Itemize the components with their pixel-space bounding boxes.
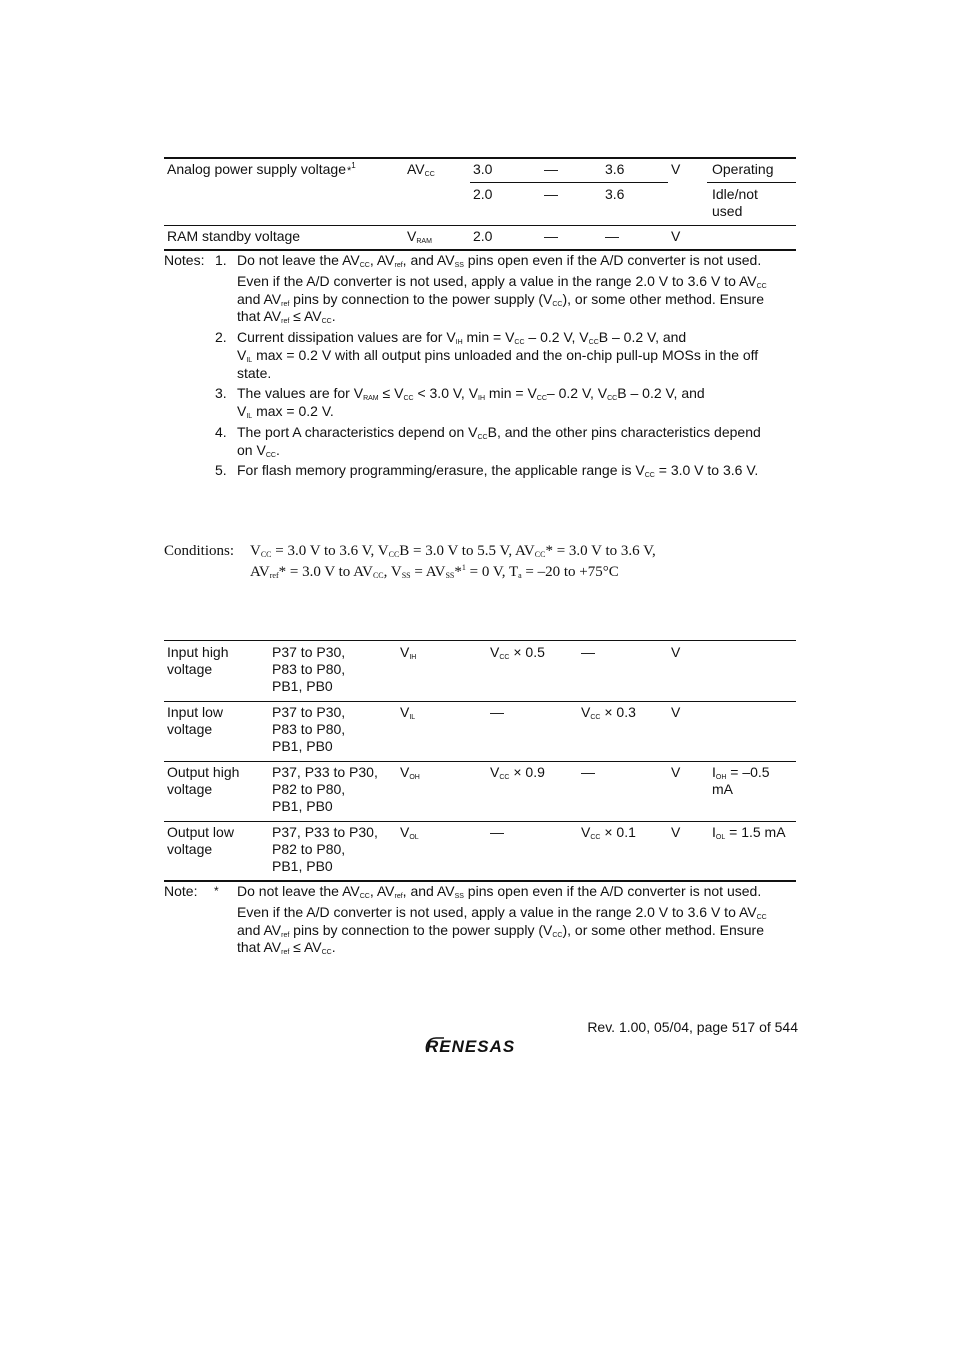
note-2-line-1: Current dissipation values are for $V_{IH}$ $\min = V_{CC} - 0.2$ V, $V_{CC}B - 0.2$ V, and: [237, 329, 687, 346]
table-1-unit: V: [671, 228, 681, 244]
table-1-item-ram-standby: RAM standby voltage: [167, 228, 301, 244]
note-1-line-3: and $AV_{ref}$ pins by connection to the power supply $(V_{CC})$, or some other method. Ensure: [237, 291, 765, 308]
note-number: 1.: [215, 252, 227, 268]
table-2-pins: P37, P33 to P30, P82 to P80, PB1, PB0: [272, 824, 378, 874]
table-2-min: —: [490, 704, 504, 720]
note-number: 5.: [215, 462, 227, 478]
table-1-row-rule: [164, 225, 796, 226]
conditions-label: Conditions:: [164, 543, 235, 559]
table-2-condition: $I_{OH} = -0.5$ mA: [712, 764, 770, 797]
note-asterisk: *: [214, 884, 219, 898]
svg-text:RENESAS: RENESAS: [426, 1037, 516, 1056]
table-2-unit: V: [671, 764, 681, 780]
conditions-line-1: $V_{CC} = 3.0$ V to 3.6 V, $V_{CC}B = 3.0$ V to 5.5 V, $AV_{CC}* = 3.0$ V to 3.6 V,: [250, 543, 656, 559]
table-2-min: $V_{CC} \times 0.9$: [490, 764, 545, 781]
table-1-typ: —: [544, 228, 558, 244]
table-1-cond-operating: Operating: [712, 161, 774, 177]
table-2-pins: P37, P33 to P30, P82 to P80, PB1, PB0: [272, 764, 378, 814]
note-2-line-3: state.: [237, 365, 272, 381]
table-2-min: —: [490, 824, 504, 840]
table-1-cond-idle: Idle/not used: [712, 186, 758, 219]
note-label: Note:: [164, 883, 198, 899]
table-2-max: $V_{CC} \times 0.1$: [581, 824, 636, 841]
note-line-2: Even if the A/D converter is not used, apply a value in the range 2.0 V to 3.6 V to $AV_{CC}$: [237, 904, 767, 921]
note-5-line-1: For flash memory programming/erasure, the applicable range is $V_{CC} = 3.0$ V to 3.6 V.: [237, 462, 759, 479]
table-1-min: 2.0: [473, 228, 493, 244]
note-4-line-1: The port A characteristics depend on $V_{CC}B$, and the other pins characteristics depend: [237, 424, 761, 441]
note-number: 2.: [215, 329, 227, 345]
note-line-1: Do not leave the $AV_{CC}$, $AV_{ref}$, and $AV_{SS}$ pins open even if the A/D converter is not used.: [237, 883, 762, 900]
table-2-item: Output high voltage: [167, 764, 240, 797]
table-2-max: —: [581, 644, 595, 660]
table-1-typ: —: [544, 186, 558, 202]
table-1-top-rule: [164, 157, 796, 159]
table-2-unit: V: [671, 644, 681, 660]
table-2-symbol: $V_{IH}$: [400, 644, 417, 661]
table-1-min: 2.0: [473, 186, 493, 202]
note-line-3: and $AV_{ref}$ pins by connection to the power supply $(V_{CC})$, or some other method. Ensure: [237, 922, 765, 939]
table-1-symbol-vram: $V_{RAM}$: [407, 228, 432, 245]
table-2-pins: P37 to P30, P83 to P80, PB1, PB0: [272, 644, 346, 694]
note-1-line-1: Do not leave the $AV_{CC}$, $AV_{ref}$, and $AV_{SS}$ pins open even if the A/D converter is not used.: [237, 252, 762, 269]
table-2-item: Output low voltage: [167, 824, 234, 857]
table-2-row-rule: [164, 821, 796, 822]
table-2-unit: V: [671, 824, 681, 840]
table-1-min: 3.0: [473, 161, 493, 177]
table-1-max: —: [605, 228, 619, 244]
table-2-item: Input high voltage: [167, 644, 229, 677]
note-4-line-2: on $V_{CC}$.: [237, 442, 280, 459]
note-line-4: that $AV_{ref} \le AV_{CC}$.: [237, 939, 336, 956]
table-2-row-rule: [164, 701, 796, 702]
table-1-typ: —: [544, 161, 558, 177]
table-1-max: 3.6: [605, 161, 625, 177]
table-2-symbol: $V_{OH}$: [400, 764, 420, 781]
table-1-sub-rule-left: [470, 182, 668, 183]
table-2-condition: $I_{OL} = 1.5$ mA: [712, 824, 786, 841]
renesas-logo: [424, 1034, 542, 1056]
table-2-item: Input low voltage: [167, 704, 224, 737]
note-1-line-4: that $AV_{ref} \le AV_{CC}$.: [237, 308, 336, 325]
table-2-min: $V_{CC} \times 0.5$: [490, 644, 545, 661]
table-1-bottom-rule: [164, 249, 796, 251]
note-number: 3.: [215, 385, 227, 401]
table-2-bottom-rule: [164, 880, 796, 882]
table-2-max: —: [581, 764, 595, 780]
conditions-line-2: $AV_{ref}* = 3.0$ V to $AV_{CC}$, $V_{SS} = AV_{SS}*^1 = 0$ V, $T_a = -20$ to +75°C: [250, 563, 619, 580]
table-1-symbol-avcc: $AV_{CC}$: [407, 161, 435, 178]
table-1-sub-rule-right: [707, 182, 796, 183]
table-1-max: 3.6: [605, 186, 625, 202]
note-3-line-2: $V_{IL}$ max = 0.2 V.: [237, 403, 334, 420]
table-2-top-rule: [164, 640, 796, 641]
notes-label: Notes:: [164, 252, 205, 268]
table-2-row-rule: [164, 761, 796, 762]
note-1-line-2: Even if the A/D converter is not used, apply a value in the range 2.0 V to 3.6 V to $AV_{CC}$: [237, 273, 767, 290]
note-2-line-2: $V_{IL}$ max = 0.2 V with all output pins unloaded and the on-chip pull-up MOSs in the off: [237, 347, 759, 364]
table-2-symbol: $V_{IL}$: [400, 704, 416, 721]
page-footer: Rev. 1.00, 05/04, page 517 of 544: [587, 1019, 798, 1035]
table-2-max: $V_{CC} \times 0.3$: [581, 704, 636, 721]
table-2-pins: P37 to P30, P83 to P80, PB1, PB0: [272, 704, 346, 754]
note-3-line-1: The values are for $V_{RAM} \le V_{CC} < 3.0$ V, $V_{IH}$ $\min = V_{CC}-$ 0.2 V, $V_{CC}B - 0.2$ V, and: [237, 385, 705, 402]
table-1-unit: V: [671, 161, 681, 177]
table-1-item-analog-power: Analog power supply voltage*$^1$: [167, 161, 356, 177]
note-number: 4.: [215, 424, 227, 440]
table-2-unit: V: [671, 704, 681, 720]
table-2-symbol: $V_{OL}$: [400, 824, 419, 841]
